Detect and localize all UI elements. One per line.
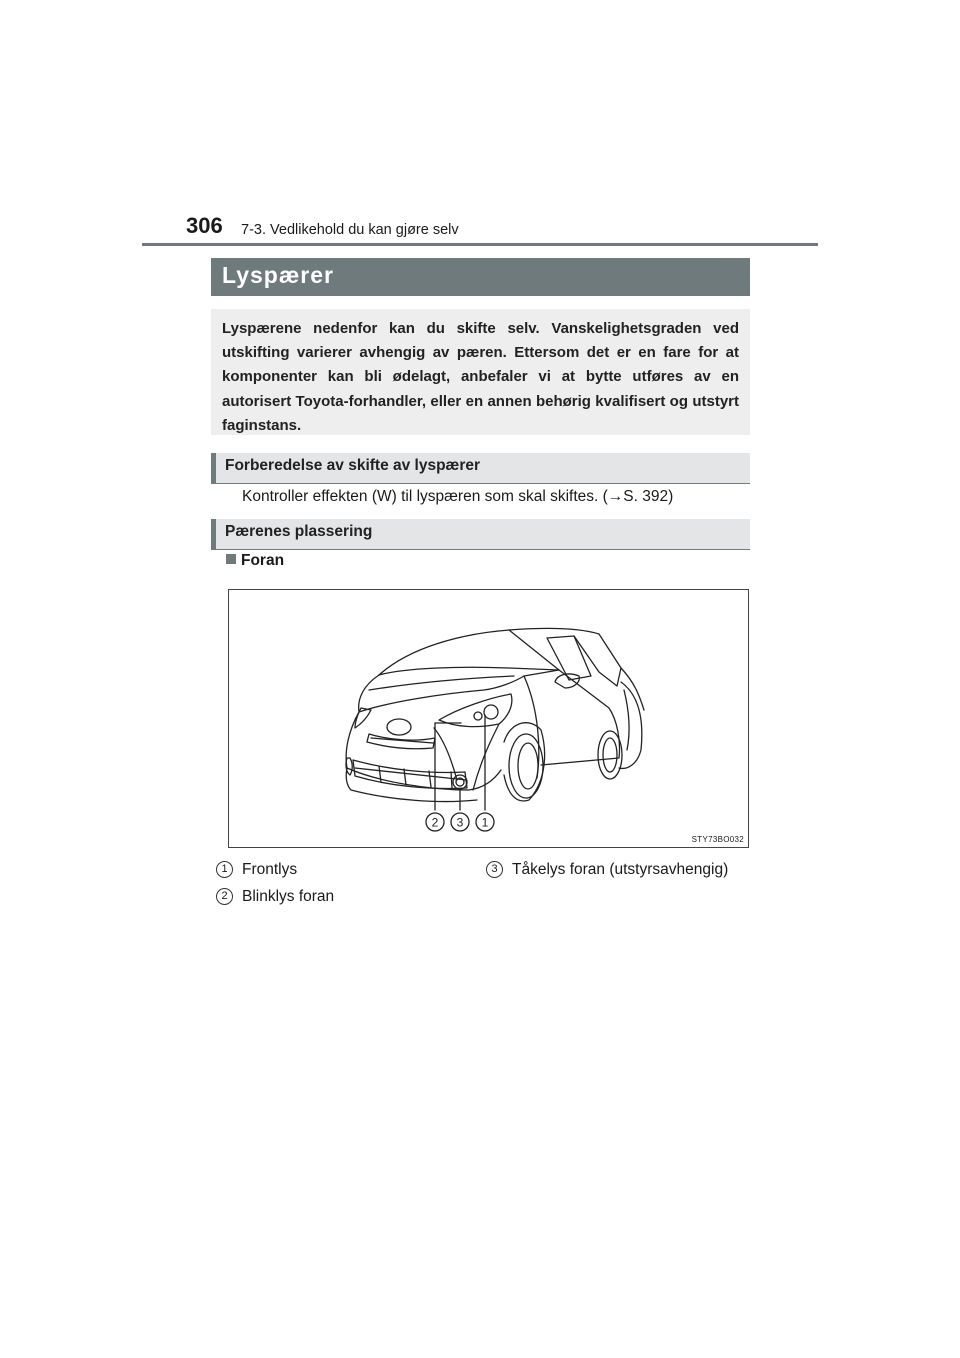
legend-item-3 [486,861,728,879]
preparation-text: Kontroller effekten (W) til lyspæren som skal skiftes. (→S. 392) [242,488,674,505]
intro-text: Lyspærene nedenfor kan du skifte selv. Vanskelighetsgraden ved utskifting varierer avhengig av pæren. Ettersom det er en fare for at komponenter kan bli ødelagt, anbefaler vi at bytte utføres av en autorisert Toyota-forhandler, eller en annen behørig kvalifisert og utstyrt faginstans. [222,320,739,434]
section-title: 7-3. Vedlikehold du kan gjøre selv [241,222,459,238]
intro-box [211,309,750,435]
car-figure [228,589,749,848]
location-heading: Pærenes plassering [211,519,750,550]
header-rule [142,243,818,246]
page-title: Lyspærer [211,258,750,296]
callout-3: 3 [456,815,464,830]
legend-item-2 [216,888,334,906]
legend-number-2: 2 [216,888,233,905]
front-subheading [226,552,284,570]
front-subheading-label: Foran [241,552,285,569]
callout-1: 1 [481,815,489,830]
preparation-heading: Forberedelse av skifte av lyspærer [211,453,750,484]
legend-item-1 [216,861,297,879]
legend-number-1: 1 [216,861,233,878]
legend-label-3: Tåkelys foran (utstyrsavhengig) [512,861,729,878]
bullet-square-icon [226,554,236,564]
car-illustration [229,590,748,847]
callout-2: 2 [431,815,439,830]
figure-code: STY73BO032 [691,835,744,844]
legend-number-3: 3 [486,861,503,878]
legend-label-1: Frontlys [242,861,298,878]
page-number: 306 [186,213,223,238]
legend-label-2: Blinklys foran [242,888,335,905]
